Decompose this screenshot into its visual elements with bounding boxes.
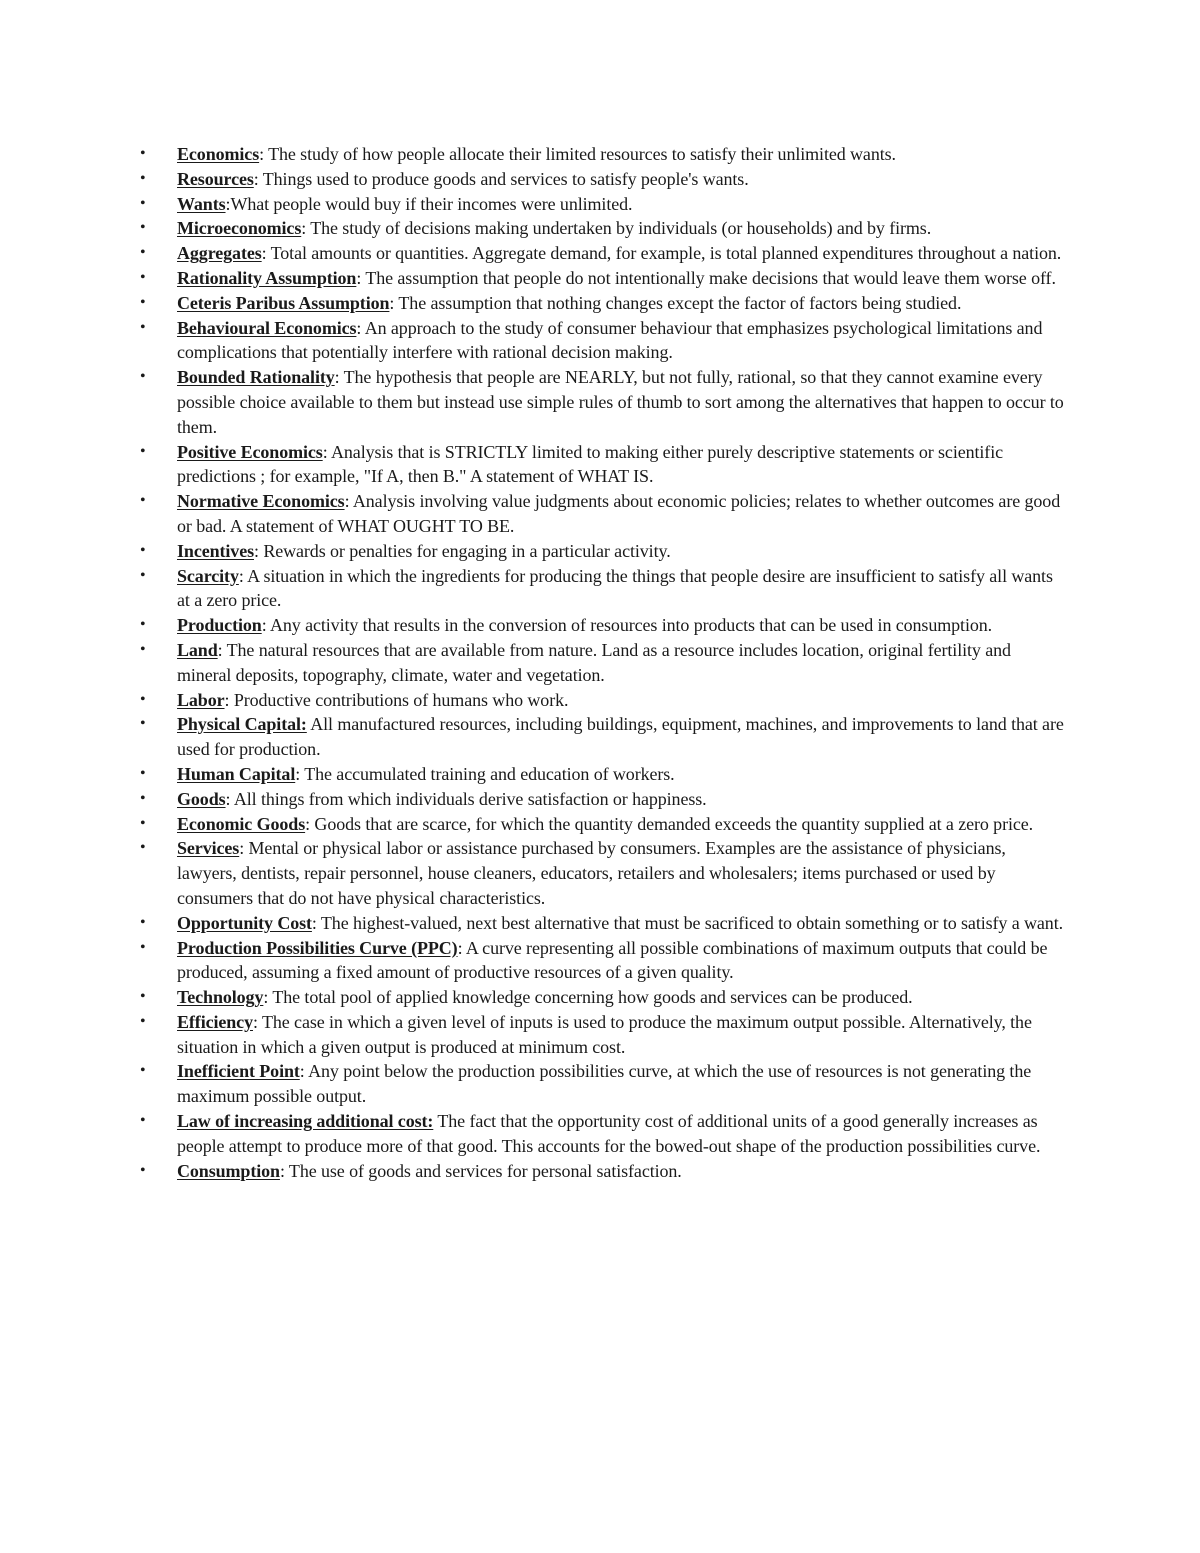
glossary-term: Services xyxy=(177,838,240,859)
bullet-icon: • xyxy=(140,442,146,460)
term-separator: : xyxy=(356,267,366,288)
glossary-definition: The use of goods and services for personal satisfaction. xyxy=(288,1160,682,1181)
term-separator: : xyxy=(261,615,270,636)
bullet-icon: • xyxy=(140,541,146,559)
term-separator: : xyxy=(254,540,264,561)
bullet-icon: • xyxy=(140,566,146,584)
glossary-item xyxy=(140,1109,1065,1159)
term-separator: : xyxy=(261,243,271,264)
glossary-item xyxy=(140,1059,1065,1109)
glossary-item xyxy=(140,266,1065,291)
glossary-term: Opportunity Cost xyxy=(177,912,312,933)
glossary-item xyxy=(140,564,1065,614)
term-separator: : xyxy=(225,193,231,214)
term-separator: : xyxy=(224,689,234,710)
glossary-item xyxy=(140,985,1065,1010)
term-separator: : xyxy=(225,788,234,809)
glossary-item xyxy=(140,1159,1065,1184)
term-separator: : xyxy=(311,912,321,933)
glossary-definition: The fact that the opportunity cost of additional units of a good generally increases as people attempt to produce more of that good. This accounts for the bowed-out shape of the production possibilities curve. xyxy=(177,1111,1041,1156)
bullet-icon: • xyxy=(140,293,146,311)
term-separator: : xyxy=(301,218,311,239)
glossary-definition: All manufactured resources, including buildings, equipment, machines, and improvements to land that are used for production. xyxy=(177,714,1064,760)
bullet-icon: • xyxy=(140,1012,146,1030)
bullet-icon: • xyxy=(140,194,146,212)
glossary-item xyxy=(140,712,1065,762)
glossary-term: Behavioural Economics xyxy=(177,317,357,338)
bullet-icon: • xyxy=(140,219,146,237)
glossary-term: Physical Capital: xyxy=(177,714,307,735)
glossary-list xyxy=(140,142,1065,1183)
glossary-term: Microeconomics xyxy=(177,218,302,239)
bullet-icon: • xyxy=(140,368,146,386)
glossary-definition: The study of how people allocate their limited resources to satisfy their unlimited wants. xyxy=(268,144,896,164)
term-separator: : xyxy=(253,168,263,189)
bullet-icon: • xyxy=(140,1112,146,1130)
glossary-item xyxy=(140,291,1065,316)
glossary-term: Consumption xyxy=(177,1160,280,1181)
bullet-icon: • xyxy=(140,789,146,807)
glossary-term: Bounded Rationality xyxy=(177,367,335,388)
glossary-item xyxy=(140,787,1065,812)
bullet-icon: • xyxy=(140,268,146,286)
term-separator: : xyxy=(457,937,466,958)
glossary-item xyxy=(140,440,1065,490)
glossary-term: Scarcity xyxy=(177,565,239,586)
bullet-icon: • xyxy=(140,988,146,1006)
glossary-item xyxy=(140,812,1065,837)
glossary-definition: The assumption that people do not intentionally make decisions that would leave them worse off. xyxy=(365,267,1056,288)
term-separator: : xyxy=(252,1011,262,1032)
glossary-definition: Goods that are scarce, for which the quantity demanded exceeds the quantity supplied at a zero price. xyxy=(314,813,1034,834)
bullet-icon: • xyxy=(140,145,146,162)
glossary-definition: The natural resources that are available from nature. Land as a resource includes location, original fertility and mineral deposits, topography, climate, water and vegetation. xyxy=(177,639,1011,685)
term-separator: : xyxy=(279,1160,289,1181)
glossary-item xyxy=(140,539,1065,564)
glossary-definition: All things from which individuals derive satisfaction or happiness. xyxy=(233,788,707,809)
glossary-definition: The total pool of applied knowledge concerning how goods and services can be produced. xyxy=(272,987,913,1008)
glossary-term: Law of increasing additional cost: xyxy=(177,1111,434,1132)
glossary-term: Inefficient Point xyxy=(177,1061,300,1082)
term-separator: : xyxy=(217,639,227,660)
glossary-term: Wants xyxy=(177,193,226,214)
bullet-icon: • xyxy=(140,492,146,510)
glossary-item xyxy=(140,911,1065,936)
glossary-term: Positive Economics xyxy=(177,441,323,462)
glossary-item xyxy=(140,688,1065,713)
glossary-term: Aggregates xyxy=(177,243,262,264)
glossary-term: Goods xyxy=(177,788,226,809)
glossary-term: Land xyxy=(177,639,218,660)
glossary-item xyxy=(140,241,1065,266)
glossary-definition: Any activity that results in the conversion of resources into products that can be used in consumption. xyxy=(270,615,993,636)
bullet-icon: • xyxy=(140,1062,146,1080)
bullet-icon: • xyxy=(140,169,146,187)
glossary-item xyxy=(140,762,1065,787)
glossary-definition: Total amounts or quantities. Aggregate demand, for example, is total planned expenditures throughout a nation. xyxy=(270,243,1062,264)
bullet-icon: • xyxy=(140,814,146,832)
glossary-term: Economic Goods xyxy=(177,813,306,834)
glossary-term: Efficiency xyxy=(177,1011,253,1032)
glossary-term: Normative Economics xyxy=(177,491,345,512)
term-separator: : xyxy=(263,987,273,1008)
glossary-term: Economics xyxy=(177,144,260,164)
term-separator: : xyxy=(344,491,353,512)
glossary-term: Incentives xyxy=(177,540,254,561)
bullet-icon: • xyxy=(140,715,146,733)
glossary-definition: Rewards or penalties for engaging in a particular activity. xyxy=(263,540,671,561)
glossary-definition: What people would buy if their incomes were unlimited. xyxy=(230,193,633,214)
glossary-term: Technology xyxy=(177,987,264,1008)
glossary-term: Rationality Assumption xyxy=(177,267,357,288)
term-separator: : xyxy=(239,838,249,859)
glossary-definition: Analysis that is STRICTLY limited to making either purely descriptive statements or scientific predictions ; for example, "If A, then B." A statement of WHAT IS. xyxy=(177,441,1003,487)
glossary-term: Human Capital xyxy=(177,763,296,784)
glossary-item xyxy=(140,1010,1065,1060)
bullet-icon: • xyxy=(140,839,146,857)
glossary-term: Production Possibilities Curve (PPC) xyxy=(177,937,458,958)
bullet-icon: • xyxy=(140,913,146,931)
glossary-item xyxy=(140,216,1065,241)
glossary-item xyxy=(140,936,1065,986)
glossary-item xyxy=(140,638,1065,688)
bullet-icon: • xyxy=(140,640,146,658)
glossary-item xyxy=(140,167,1065,192)
glossary-term: Ceteris Paribus Assumption xyxy=(177,292,390,313)
glossary-term: Resources xyxy=(177,168,254,189)
glossary-definition: Any point below the production possibilities curve, at which the use of resources is not generating the maximum possible output. xyxy=(177,1061,1032,1107)
glossary-definition: The case in which a given level of inputs is used to produce the maximum output possible. Alternatively, the situation in which a given output is produced at minimum cost. xyxy=(177,1011,1032,1057)
term-separator: : xyxy=(259,144,269,164)
term-separator: : xyxy=(356,317,365,338)
bullet-icon: • xyxy=(140,244,146,262)
glossary-definition: Productive contributions of humans who work. xyxy=(233,689,569,710)
glossary-item xyxy=(140,192,1065,217)
glossary-definition: An approach to the study of consumer behaviour that emphasizes psychological limitations and complications that potentially interfere with rational decision making. xyxy=(177,317,1043,363)
glossary-definition: Mental or physical labor or assistance purchased by consumers. Examples are the assistance of physicians, lawyers, dentists, repair personnel, house cleaners, educators, retailers and wholesalers; items purchased or used by consumers that do not have physical characteristics. xyxy=(177,838,1006,908)
term-separator: : xyxy=(238,565,248,586)
glossary-definition: The assumption that nothing changes except the factor of factors being studied. xyxy=(398,292,962,313)
glossary-definition: The accumulated training and education of workers. xyxy=(304,763,675,784)
term-separator: : xyxy=(389,292,399,313)
bullet-icon: • xyxy=(140,764,146,782)
glossary-definition: The hypothesis that people are NEARLY, but not fully, rational, so that they cannot examine every possible choice available to them but instead use simple rules of thumb to sort among the alternatives that happen to occur to them. xyxy=(177,367,1064,437)
glossary-item xyxy=(140,613,1065,638)
term-separator: : xyxy=(334,367,344,388)
glossary-item xyxy=(140,836,1065,910)
term-separator: : xyxy=(299,1061,309,1082)
glossary-item xyxy=(140,142,1065,167)
glossary-definition: A situation in which the ingredients for producing the things that people desire are insufficient to satisfy all wants at a zero price. xyxy=(177,565,1053,611)
glossary-item xyxy=(140,489,1065,539)
glossary-item xyxy=(140,365,1065,439)
glossary-definition: The highest-valued, next best alternative that must be sacrificed to obtain something or to satisfy a want. xyxy=(320,912,1063,933)
bullet-icon: • xyxy=(140,938,146,956)
term-separator: : xyxy=(295,763,305,784)
bullet-icon: • xyxy=(140,690,146,708)
glossary-item xyxy=(140,316,1065,366)
glossary-term: Labor xyxy=(177,689,225,710)
term-separator: : xyxy=(322,441,331,462)
glossary-definition: Analysis involving value judgments about economic policies; relates to whether outcomes are good or bad. A statement of WHAT OUGHT TO BE. xyxy=(177,491,1061,536)
glossary-definition: Things used to produce goods and services to satisfy people's wants. xyxy=(262,168,749,189)
bullet-icon: • xyxy=(140,318,146,336)
glossary-term: Production xyxy=(177,615,262,636)
glossary-definition: The study of decisions making undertaken by individuals (or households) and by firms. xyxy=(310,218,932,239)
bullet-icon: • xyxy=(140,1161,146,1179)
term-separator: : xyxy=(305,813,315,834)
bullet-icon: • xyxy=(140,616,146,634)
glossary-definition: A curve representing all possible combinations of maximum outputs that could be produced, assuming a fixed amount of productive resources of a given quality. xyxy=(177,937,1048,983)
